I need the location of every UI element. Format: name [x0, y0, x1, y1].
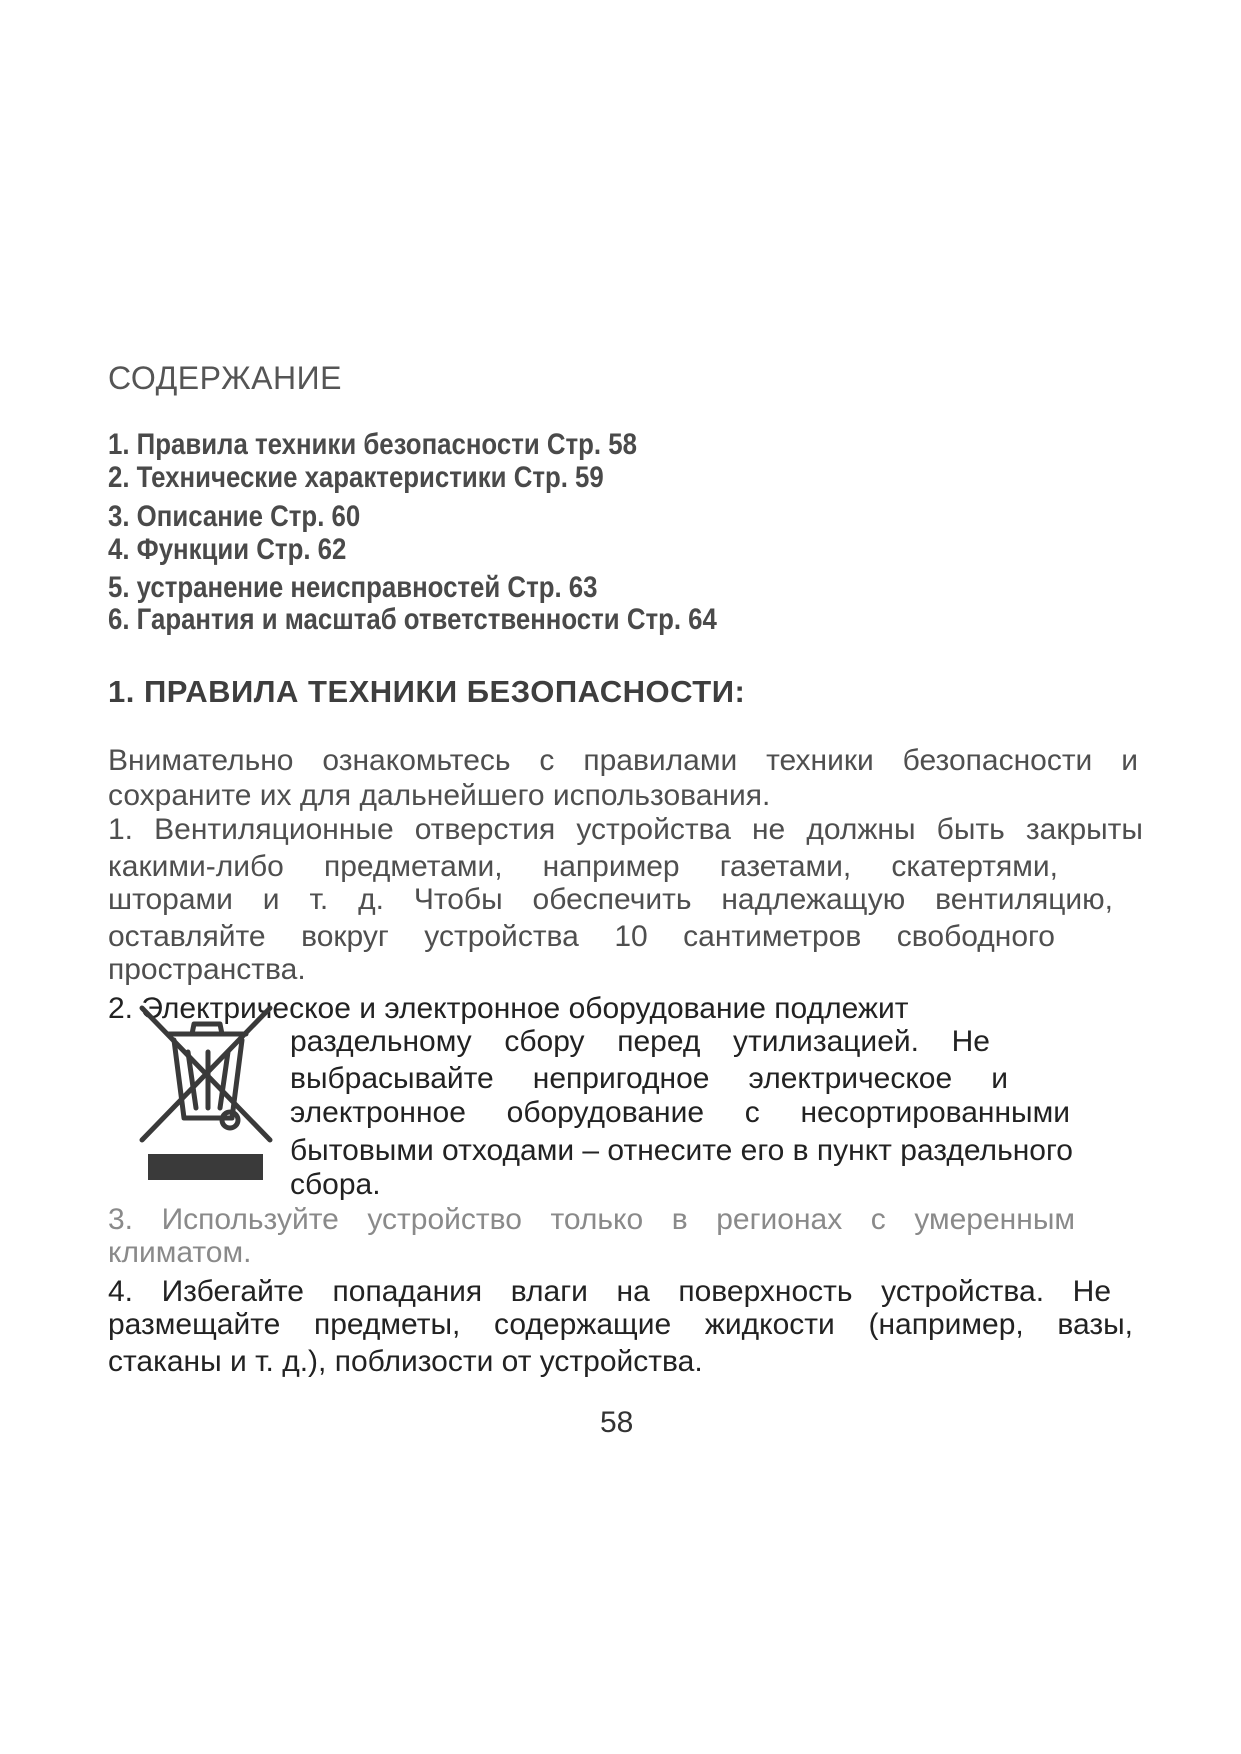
crossed-out-wheelie-bin-icon [130, 990, 280, 1190]
rule3-line: климатом. [108, 1236, 252, 1269]
rule1-line: какими-либо предметами, например газетами, скатертями, [108, 850, 1058, 883]
rule2-line: бытовыми отходами – отнесите его в пункт раздельного [290, 1134, 1073, 1167]
toc-item: 5. устранение неисправностей Стр. 63 [108, 571, 598, 604]
section-title: 1. ПРАВИЛА ТЕХНИКИ БЕЗОПАСНОСТИ: [108, 674, 746, 709]
toc-item: 3. Описание Стр. 60 [108, 500, 361, 533]
rule4-line: размещайте предметы, содержащие жидкости (например, вазы, [108, 1308, 1133, 1341]
rule1-line: пространства. [108, 953, 306, 986]
page-number: 58 [600, 1406, 634, 1439]
toc-item: 6. Гарантия и масштаб ответственности Стр. 64 [108, 603, 717, 636]
toc-item: 4. Функции Стр. 62 [108, 533, 347, 566]
rule4-line: стаканы и т. д.), поблизости от устройства. [108, 1345, 703, 1378]
rule1-line: оставляйте вокруг устройства 10 сантиметров свободного [108, 920, 1055, 953]
intro-line: Внимательно ознакомьтесь с правилами техники безопасности и [108, 744, 1138, 777]
rule2-line: электронное оборудование с несортированными [290, 1096, 1070, 1129]
rule3-line: 3. Используйте устройство только в регионах с умеренным [108, 1203, 1075, 1236]
rule1-line: 1. Вентиляционные отверстия устройства не должны быть закрыты [108, 813, 1143, 846]
toc-item: 1. Правила техники безопасности Стр. 58 [108, 428, 637, 461]
rule4-line: 4. Избегайте попадания влаги на поверхность устройства. Не [108, 1275, 1111, 1308]
rule2-line: выбрасывайте непригодное электрическое и [290, 1062, 1008, 1095]
toc-item: 2. Технические характеристики Стр. 59 [108, 461, 604, 494]
intro-line: сохраните их для дальнейшего использования. [108, 779, 771, 812]
rule2-line: 2. Электрическое и электронное оборудование подлежит [108, 992, 909, 1025]
rule2-line: сбора. [290, 1168, 381, 1201]
toc-heading: СОДЕРЖАНИЕ [108, 360, 342, 396]
rule2-line: раздельному сбору перед утилизацией. Не [290, 1025, 990, 1058]
rule1-line: шторами и т. д. Чтобы обеспечить надлежащую вентиляцию, [108, 883, 1113, 916]
